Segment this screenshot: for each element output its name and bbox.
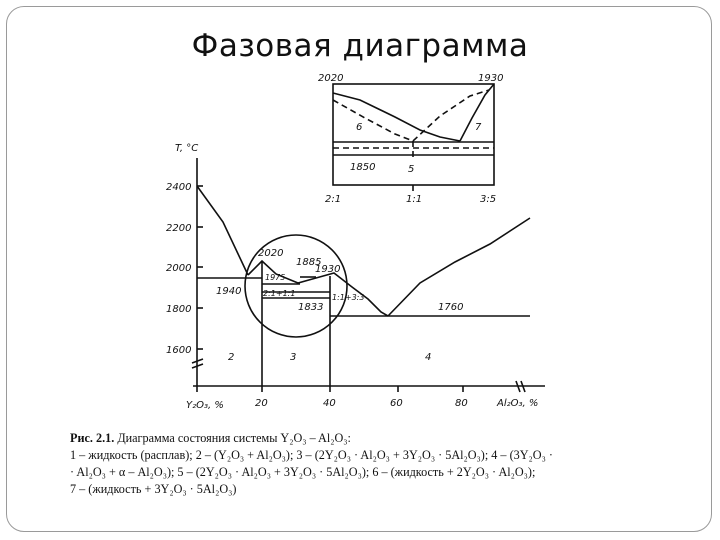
inset-x-tick-label: 1:1 [406, 194, 423, 205]
x-axis-title-left: Y₂O₃, % [186, 400, 224, 411]
temp-label-2020: 2020 [258, 248, 284, 259]
caption-line-4: 7 – (жидкость + 3Y₂O₃ · 5Al₂O₃) [70, 482, 237, 496]
caption-line-1 [70, 430, 670, 447]
y-axis-title: T, °C [175, 143, 199, 154]
temp-label-1930: 1930 [315, 264, 341, 275]
inset-phase-5: 5 [408, 164, 415, 175]
caption-line-2: 1 – жидкость (расплав); 2 – (Y₂O₃ + Al₂O₃); 3 – (2Y₂O₃ · Al₂O₃ + 3Y₂O₃ · 5Al₂O₃); 4 – (3Y₂O₃ · [70, 448, 553, 462]
x-tick-label: 60 [390, 398, 403, 409]
phase-label-4: 4 [425, 352, 432, 363]
phase-label-3: 3 [290, 352, 297, 363]
x-tick-label: 80 [455, 398, 468, 409]
temp-label-1975: 1975 [265, 273, 286, 282]
caption-fig-title: Диаграмма состояния системы Y₂O₃ – Al₂O₃: [117, 431, 351, 445]
temp-label-1885: 1885 [296, 257, 322, 268]
y-tick-label: 1800 [166, 304, 192, 315]
caption-fig-label: Рис. 2.1. [70, 431, 115, 445]
figure-caption [70, 430, 670, 498]
phase-label-11-33: 1:1+3:3 [332, 293, 365, 302]
phase-label-21-11: 2:1+1:1 [263, 289, 296, 298]
phase-label-2: 2 [228, 352, 235, 363]
inset-x-tick-label: 2:1 [325, 194, 342, 205]
caption-line-3: · Al₂O₃ + α – Al₂O₃); 5 – (2Y₂O₃ · Al₂O₃ + 3Y₂O₃ · 5Al₂O₃); 6 – (жидкость + 2Y₂O₃ · Al₂O₃); [70, 465, 536, 479]
inset-temp-2020: 2020 [318, 73, 344, 84]
inset-x-tick-label: 3:5 [480, 194, 497, 205]
y-tick-label: 2000 [166, 263, 192, 274]
y-tick-label: 2400 [166, 182, 192, 193]
temp-label-1833: 1833 [298, 302, 324, 313]
inset-temp-1930: 1930 [478, 73, 504, 84]
y-tick-label: 2200 [166, 223, 192, 234]
inset-phase-7: 7 [475, 122, 482, 133]
inset-phase-6: 6 [356, 122, 363, 133]
temp-label-1760: 1760 [438, 302, 464, 313]
liquidus-left [197, 186, 248, 275]
x-axis-title-right: Al₂O₃, % [497, 398, 539, 409]
inset-dashed-left [333, 90, 489, 141]
temp-label-1940: 1940 [216, 286, 242, 297]
y-tick-label: 1600 [166, 345, 192, 356]
x-tick-label: 20 [255, 398, 268, 409]
slide-title: Фазовая диаграмма [191, 28, 529, 64]
inset-temp-1850: 1850 [350, 162, 376, 173]
x-tick-label: 40 [323, 398, 336, 409]
